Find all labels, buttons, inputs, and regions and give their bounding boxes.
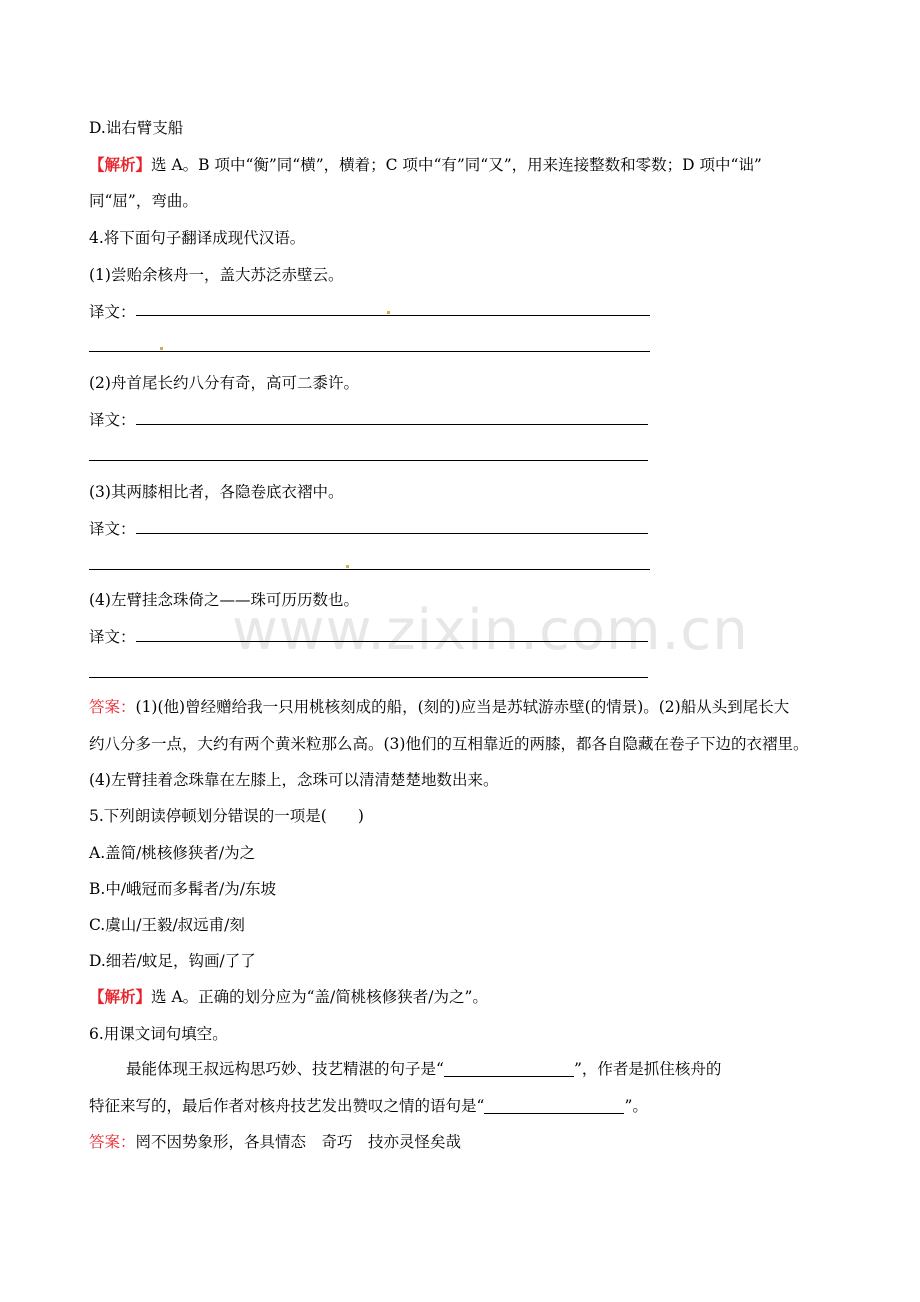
q6-title: 6.用课文词句填空。 [89,1025,228,1043]
q4-sentence-3: (3)其两膝相比者，各隐卷底衣褶中。 [89,483,344,501]
translation-blank-4b[interactable] [89,677,648,678]
translation-blank-1b[interactable] [89,351,650,352]
q4-answer-cont-2: (4)左臂挂着念珠靠在左膝上，念珠可以清清楚楚地数出来。 [89,771,499,789]
translation-label-3: 译文： [89,520,136,538]
translation-blank-2b[interactable] [89,460,648,461]
watermark: www.zixin.com.cn [232,598,749,663]
q3-analysis [89,155,762,175]
translation-blank-3a[interactable] [136,533,648,534]
q4-sentence-2: (2)舟首尾长约八分有奇，高可二黍许。 [89,374,359,392]
speck [387,311,390,314]
q4-sentence-4: (4)左臂挂念珠倚之——珠可历历数也。 [89,591,359,609]
translation-label-4: 译文： [89,628,136,646]
q6-answer [89,1132,461,1152]
translation-label-2: 译文： [89,411,136,429]
speck [160,347,163,350]
q6-text-b: ”，作者是抓住核舟的 [573,1060,722,1078]
answer-tag: 答案： [89,698,136,716]
translation-blank-2a[interactable] [136,424,648,425]
q4-answer-cont-1: 约八分多一点，大约有两个黄米粒那么高。(3)他们的互相靠近的两膝，都各自隐藏在卷子下边的衣褶里。 [89,735,809,753]
q5-title: 5.下列朗读停顿划分错误的一项是( ) [89,807,364,825]
q4-title: 4.将下面句子翻译成现代汉语。 [89,229,306,247]
answer-tag: 答案： [89,1133,136,1151]
q3-analysis-cont: 同“屈”，弯曲。 [89,192,198,210]
q3-option-d: D.诎右臂支船 [89,119,184,137]
answer-text: 罔不因势象形，各具情态 奇巧 技亦灵怪矣哉 [135,1133,462,1151]
fill-blank-1[interactable] [444,1060,574,1077]
analysis-text: 选 A。B 项中“衡”同“横”，横着；C 项中“有”同“又”，用来连接整数和零数；D 项中“诎” [151,156,762,174]
translation-blank-4a[interactable] [136,641,648,642]
q6-text-d: ”。 [624,1097,648,1115]
analysis-tag: 【解析】 [89,155,152,174]
fill-blank-2[interactable] [484,1097,624,1114]
q5-option-a: A.盖简/桃核修狭者/为之 [89,844,256,862]
q4-sentence-1: (1)尝贻余核舟一，盖大苏泛赤壁云。 [89,266,344,284]
analysis-text: 选 A。正确的划分应为“盖/简桃核修狭者/为之”。 [151,988,488,1006]
q5-option-b: B.中/峨冠而多髯者/为/东坡 [89,880,276,898]
q5-option-c: C.虞山/王毅/叔远甫/刻 [89,916,245,934]
q6-paragraph-line2 [89,1096,648,1116]
answer-text: (1)(他)曾经赠给我一只用桃核刻成的船，(刻的)应当是苏轼游赤壁(的情景)。(2)船从头到尾长大 [135,698,790,716]
q5-option-d: D.细若/蚊足，钩画/了了 [89,952,256,970]
translation-label-1: 译文： [89,303,136,321]
q6-text-a: 最能体现王叔远构思巧妙、技艺精湛的句子是“ [126,1060,444,1078]
q4-answer [89,697,789,717]
q5-analysis [89,987,488,1007]
q6-text-c: 特征来写的，最后作者对核舟技艺发出赞叹之情的语句是“ [89,1097,485,1115]
translation-blank-3b[interactable] [89,569,650,570]
speck [346,565,349,568]
q6-paragraph-line1 [126,1059,721,1079]
translation-blank-1a[interactable] [136,315,650,316]
analysis-tag: 【解析】 [89,987,152,1006]
